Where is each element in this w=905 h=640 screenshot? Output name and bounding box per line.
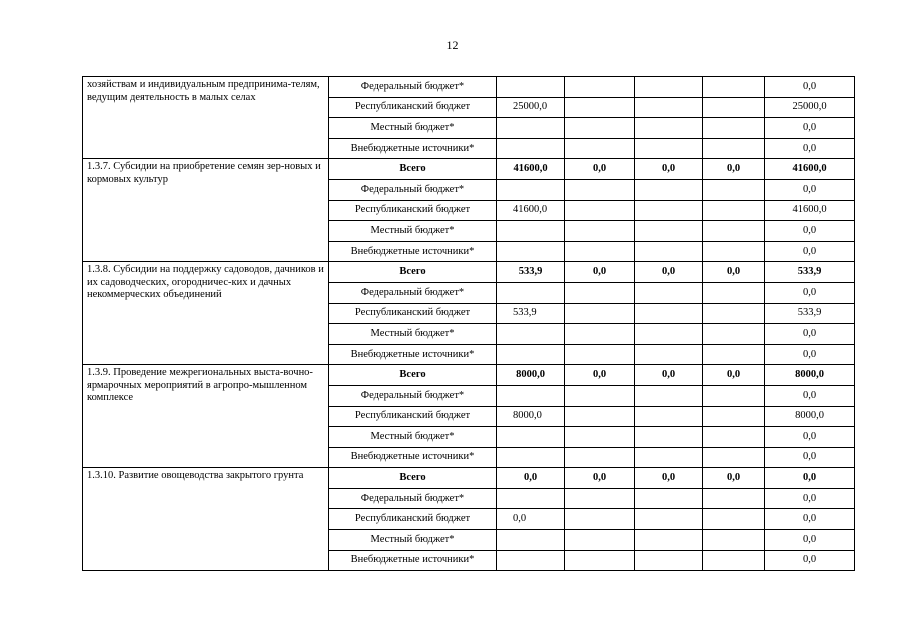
year-value-4 — [703, 138, 765, 159]
row-total-value: 0,0 — [765, 221, 855, 242]
funding-source: Внебюджетные источники* — [329, 447, 497, 468]
row-total-value: 0,0 — [765, 447, 855, 468]
row-total-value: 0,0 — [765, 344, 855, 365]
year-value-1 — [497, 138, 565, 159]
year-value-1: 25000,0 — [497, 97, 565, 118]
year-value-3 — [635, 344, 703, 365]
funding-source: Местный бюджет* — [329, 118, 497, 139]
row-total-value: 0,0 — [765, 138, 855, 159]
year-value-1 — [497, 282, 565, 303]
year-value-4 — [703, 488, 765, 509]
year-value-4 — [703, 530, 765, 551]
year-value-1: 41600,0 — [497, 200, 565, 221]
funding-source: Республиканский бюджет — [329, 97, 497, 118]
year-value-2 — [565, 138, 635, 159]
year-value-2 — [565, 427, 635, 448]
year-value-3 — [635, 179, 703, 200]
year-value-2 — [565, 77, 635, 98]
funding-source: Республиканский бюджет — [329, 406, 497, 427]
row-total-value: 0,0 — [765, 77, 855, 98]
year-value-3 — [635, 385, 703, 406]
funding-source: Внебюджетные источники* — [329, 550, 497, 571]
year-value-3 — [635, 221, 703, 242]
year-value-2 — [565, 550, 635, 571]
year-value-4 — [703, 550, 765, 571]
year-value-3 — [635, 97, 703, 118]
row-total-value: 0,0 — [765, 118, 855, 139]
measure-description: хозяйствам и индивидуальным предпринима-телям, ведущим деятельность в малых селах — [83, 77, 329, 159]
year-value-3: 0,0 — [635, 159, 703, 180]
year-value-2 — [565, 282, 635, 303]
row-total-value: 8000,0 — [765, 406, 855, 427]
year-value-1 — [497, 530, 565, 551]
row-total-value: 0,0 — [765, 241, 855, 262]
year-value-4 — [703, 241, 765, 262]
year-value-2 — [565, 447, 635, 468]
year-value-1 — [497, 344, 565, 365]
year-value-4 — [703, 303, 765, 324]
funding-source: Федеральный бюджет* — [329, 77, 497, 98]
year-value-3: 0,0 — [635, 468, 703, 489]
year-value-3 — [635, 324, 703, 345]
year-value-3 — [635, 488, 703, 509]
budget-table — [82, 76, 855, 571]
year-value-4 — [703, 324, 765, 345]
table-row — [83, 159, 855, 180]
year-value-1 — [497, 241, 565, 262]
budget-table-body — [83, 77, 855, 571]
year-value-2: 0,0 — [565, 159, 635, 180]
year-value-3 — [635, 200, 703, 221]
year-value-4 — [703, 179, 765, 200]
year-value-4 — [703, 221, 765, 242]
table-row — [83, 262, 855, 283]
row-total-value: 533,9 — [765, 262, 855, 283]
year-value-3 — [635, 77, 703, 98]
year-value-2: 0,0 — [565, 262, 635, 283]
year-value-4 — [703, 97, 765, 118]
year-value-2 — [565, 221, 635, 242]
year-value-3 — [635, 447, 703, 468]
row-total-value: 0,0 — [765, 427, 855, 448]
year-value-2: 0,0 — [565, 365, 635, 386]
row-total-value: 8000,0 — [765, 365, 855, 386]
funding-source: Всего — [329, 468, 497, 489]
year-value-3 — [635, 303, 703, 324]
year-value-1: 533,9 — [497, 262, 565, 283]
year-value-2 — [565, 324, 635, 345]
funding-source: Федеральный бюджет* — [329, 282, 497, 303]
year-value-4 — [703, 509, 765, 530]
year-value-1 — [497, 550, 565, 571]
year-value-4 — [703, 385, 765, 406]
year-value-3 — [635, 427, 703, 448]
measure-description: 1.3.10. Развитие овощеводства закрытого грунта — [83, 468, 329, 571]
row-total-value: 0,0 — [765, 488, 855, 509]
table-row — [83, 468, 855, 489]
year-value-2 — [565, 179, 635, 200]
year-value-3: 0,0 — [635, 365, 703, 386]
funding-source: Всего — [329, 365, 497, 386]
year-value-4 — [703, 406, 765, 427]
year-value-1 — [497, 324, 565, 345]
year-value-1: 0,0 — [497, 468, 565, 489]
year-value-1 — [497, 488, 565, 509]
row-total-value: 0,0 — [765, 179, 855, 200]
year-value-4 — [703, 77, 765, 98]
year-value-1 — [497, 179, 565, 200]
year-value-4 — [703, 282, 765, 303]
funding-source: Республиканский бюджет — [329, 303, 497, 324]
year-value-4 — [703, 427, 765, 448]
year-value-2 — [565, 344, 635, 365]
year-value-2 — [565, 118, 635, 139]
year-value-2 — [565, 406, 635, 427]
year-value-2 — [565, 97, 635, 118]
year-value-3 — [635, 282, 703, 303]
row-total-value: 25000,0 — [765, 97, 855, 118]
row-total-value: 533,9 — [765, 303, 855, 324]
row-total-value: 0,0 — [765, 550, 855, 571]
year-value-2 — [565, 303, 635, 324]
page-number: 12 — [446, 38, 459, 52]
year-value-1 — [497, 221, 565, 242]
row-total-value: 0,0 — [765, 509, 855, 530]
year-value-1 — [497, 118, 565, 139]
funding-source: Федеральный бюджет* — [329, 179, 497, 200]
year-value-3 — [635, 118, 703, 139]
funding-source: Внебюджетные источники* — [329, 138, 497, 159]
row-total-value: 41600,0 — [765, 159, 855, 180]
funding-source: Местный бюджет* — [329, 221, 497, 242]
year-value-2 — [565, 241, 635, 262]
year-value-4: 0,0 — [703, 159, 765, 180]
year-value-1 — [497, 447, 565, 468]
year-value-3 — [635, 509, 703, 530]
year-value-4: 0,0 — [703, 262, 765, 283]
year-value-2 — [565, 385, 635, 406]
measure-description: 1.3.9. Проведение межрегиональных выста-вочно-ярмарочных мероприятий в агропро-мышленном комплексе — [83, 365, 329, 468]
year-value-3 — [635, 138, 703, 159]
year-value-2 — [565, 509, 635, 530]
row-total-value: 0,0 — [765, 468, 855, 489]
year-value-1 — [497, 77, 565, 98]
year-value-3 — [635, 241, 703, 262]
year-value-3 — [635, 530, 703, 551]
funding-source: Всего — [329, 262, 497, 283]
funding-source: Внебюджетные источники* — [329, 344, 497, 365]
funding-source: Местный бюджет* — [329, 324, 497, 345]
row-total-value: 0,0 — [765, 324, 855, 345]
year-value-1 — [497, 427, 565, 448]
year-value-1: 533,9 — [497, 303, 565, 324]
funding-source: Местный бюджет* — [329, 427, 497, 448]
funding-source: Внебюджетные источники* — [329, 241, 497, 262]
year-value-1: 41600,0 — [497, 159, 565, 180]
year-value-2 — [565, 530, 635, 551]
year-value-3: 0,0 — [635, 262, 703, 283]
table-row — [83, 365, 855, 386]
year-value-4 — [703, 200, 765, 221]
funding-source: Республиканский бюджет — [329, 509, 497, 530]
year-value-2: 0,0 — [565, 468, 635, 489]
year-value-1: 8000,0 — [497, 406, 565, 427]
year-value-4: 0,0 — [703, 468, 765, 489]
measure-description: 1.3.7. Субсидии на приобретение семян зер-новых и кормовых культур — [83, 159, 329, 262]
funding-source: Федеральный бюджет* — [329, 385, 497, 406]
year-value-2 — [565, 200, 635, 221]
measure-description: 1.3.8. Субсидии на поддержку садоводов, дачников и их садоводческих, огородничес-ких и дачных некоммерческих объединений — [83, 262, 329, 365]
funding-source: Всего — [329, 159, 497, 180]
year-value-4: 0,0 — [703, 365, 765, 386]
year-value-4 — [703, 118, 765, 139]
table-row — [83, 77, 855, 98]
row-total-value: 0,0 — [765, 530, 855, 551]
funding-source: Местный бюджет* — [329, 530, 497, 551]
year-value-4 — [703, 447, 765, 468]
year-value-2 — [565, 488, 635, 509]
row-total-value: 0,0 — [765, 385, 855, 406]
year-value-1: 8000,0 — [497, 365, 565, 386]
funding-source: Федеральный бюджет* — [329, 488, 497, 509]
row-total-value: 41600,0 — [765, 200, 855, 221]
year-value-3 — [635, 550, 703, 571]
year-value-1: 0,0 — [497, 509, 565, 530]
year-value-4 — [703, 344, 765, 365]
year-value-1 — [497, 385, 565, 406]
row-total-value: 0,0 — [765, 282, 855, 303]
year-value-3 — [635, 406, 703, 427]
funding-source: Республиканский бюджет — [329, 200, 497, 221]
